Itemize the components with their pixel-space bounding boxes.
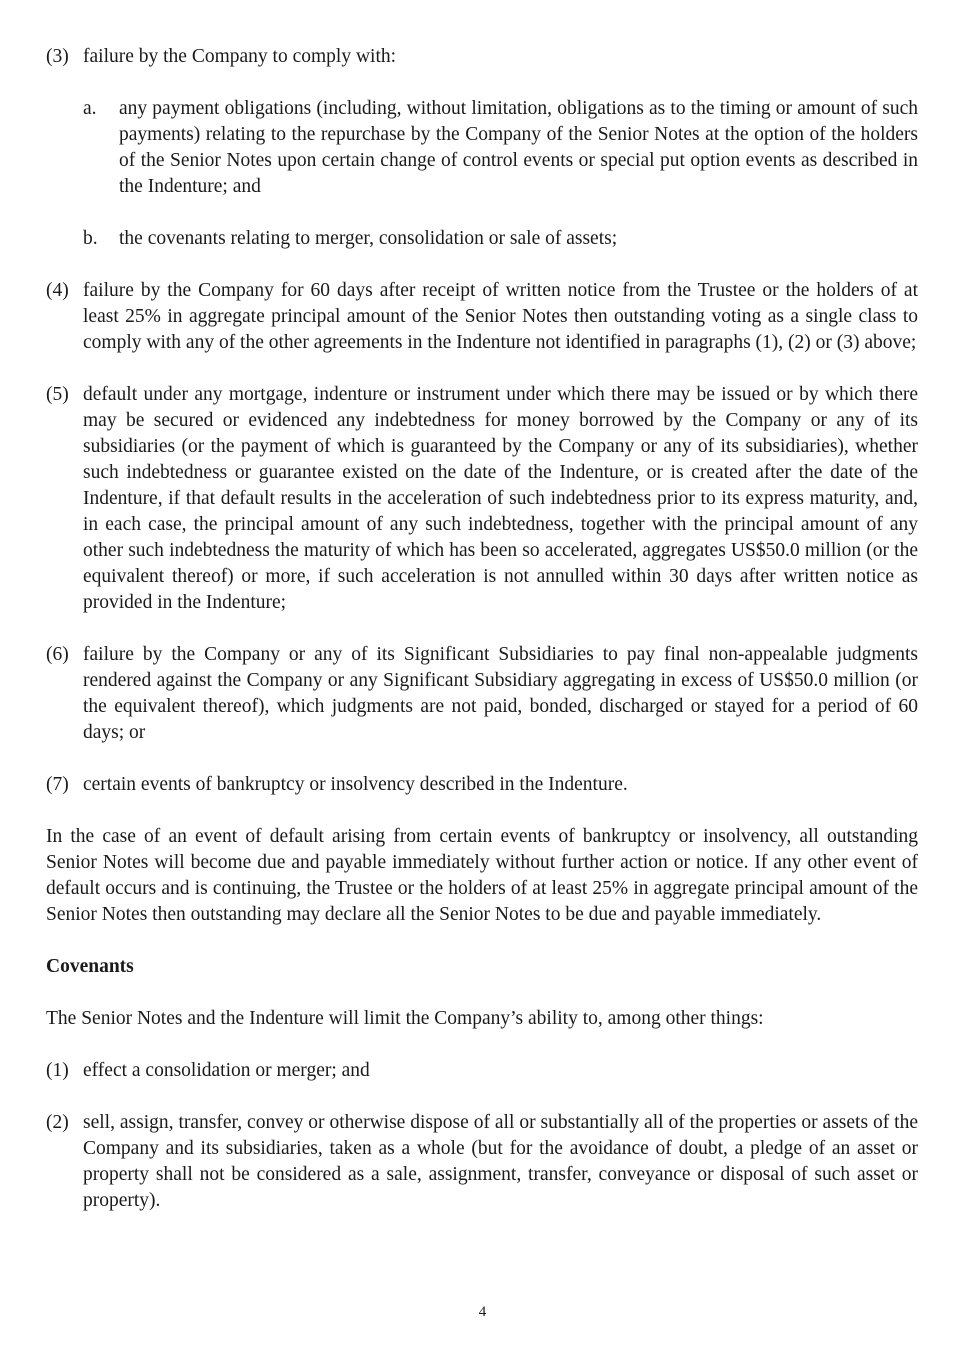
- covenants-heading: Covenants: [46, 956, 134, 977]
- default-item-4: [46, 278, 918, 356]
- subitem-letter: b.: [83, 228, 98, 249]
- item-text: failure by the Company for 60 days after receipt of written notice from the Trustee or the holders of at least 25% in aggregate principal amount of the Senior Notes then outstanding voting as a single class to comply with any of the other agreements in the Indenture not identified in paragraphs (1), (2) or (3) above;: [83, 280, 918, 353]
- default-subitem-a: [83, 96, 918, 200]
- item-number: (1): [46, 1060, 69, 1081]
- item-text: sell, assign, transfer, convey or otherwise dispose of all or substantially all of the properties or assets of the Company and its subsidiaries, taken as a whole (but for the avoidance of doubt, a pledge of an asset or property shall not be considered as a sale, assignment, transfer, conveyance or disposal of such asset or property).: [83, 1112, 918, 1211]
- default-item-6: [46, 642, 918, 746]
- item-text: failure by the Company or any of its Significant Subsidiaries to pay final non-appealable judgments rendered against the Company or any Significant Subsidiary aggregating in excess of US$50.0 million (or the equivalent thereof), which judgments are not paid, bonded, discharged or stayed for a period of 60 days; or: [83, 644, 918, 743]
- item-number: (6): [46, 644, 69, 665]
- default-item-3: [46, 44, 918, 70]
- document-page: [46, 44, 918, 1214]
- default-item-5: [46, 382, 918, 616]
- covenant-item-2: [46, 1110, 918, 1214]
- item-number: (4): [46, 280, 69, 301]
- item-text: certain events of bankruptcy or insolvency described in the Indenture.: [83, 774, 628, 795]
- subitem-letter: a.: [83, 98, 97, 119]
- item-number: (5): [46, 384, 69, 405]
- subitem-text: the covenants relating to merger, consolidation or sale of assets;: [119, 228, 618, 249]
- item-number: (7): [46, 774, 69, 795]
- default-subitem-b: [83, 226, 918, 252]
- item-text: effect a consolidation or merger; and: [83, 1060, 370, 1081]
- item-number: (3): [46, 46, 69, 67]
- item-text: default under any mortgage, indenture or instrument under which there may be issued or by which there may be secured or evidenced any indebtedness for money borrowed by the Company or any of its subsidiaries (or the payment of which is guaranteed by the Company or any of its subsidiaries), whether such indebtedness or guarantee existed on the date of the Indenture, or is created after the date of the Indenture, if that default results in the acceleration of such indebtedness prior to its express maturity, and, in each case, the principal amount of any such indebtedness, together with the principal amount of any other such indebtedness the maturity of which has been so accelerated, aggregates US$50.0 million (or the equivalent thereof) or more, if such acceleration is not annulled within 30 days after written notice as provided in the Indenture;: [83, 384, 918, 613]
- covenant-item-1: [46, 1058, 918, 1084]
- covenants-intro: The Senior Notes and the Indenture will limit the Company’s ability to, among other things:: [46, 1008, 764, 1029]
- item-number: (2): [46, 1112, 69, 1133]
- item-text: failure by the Company to comply with:: [83, 46, 397, 67]
- subitem-text: any payment obligations (including, without limitation, obligations as to the timing or amount of such payments) relating to the repurchase by the Company of the Senior Notes at the option of the holders of the Senior Notes upon certain change of control events or special put option events as described in the Indenture; and: [119, 98, 918, 197]
- page-number: 4: [478, 1304, 487, 1320]
- default-item-7: [46, 772, 918, 798]
- acceleration-paragraph: In the case of an event of default arising from certain events of bankruptcy or insolvency, all outstanding Senior Notes will become due and payable immediately without further action or notice. If any other event of default occurs and is continuing, the Trustee or the holders of at least 25% in aggregate principal amount of the Senior Notes then outstanding may declare all the Senior Notes to be due and payable immediately.: [46, 826, 918, 925]
